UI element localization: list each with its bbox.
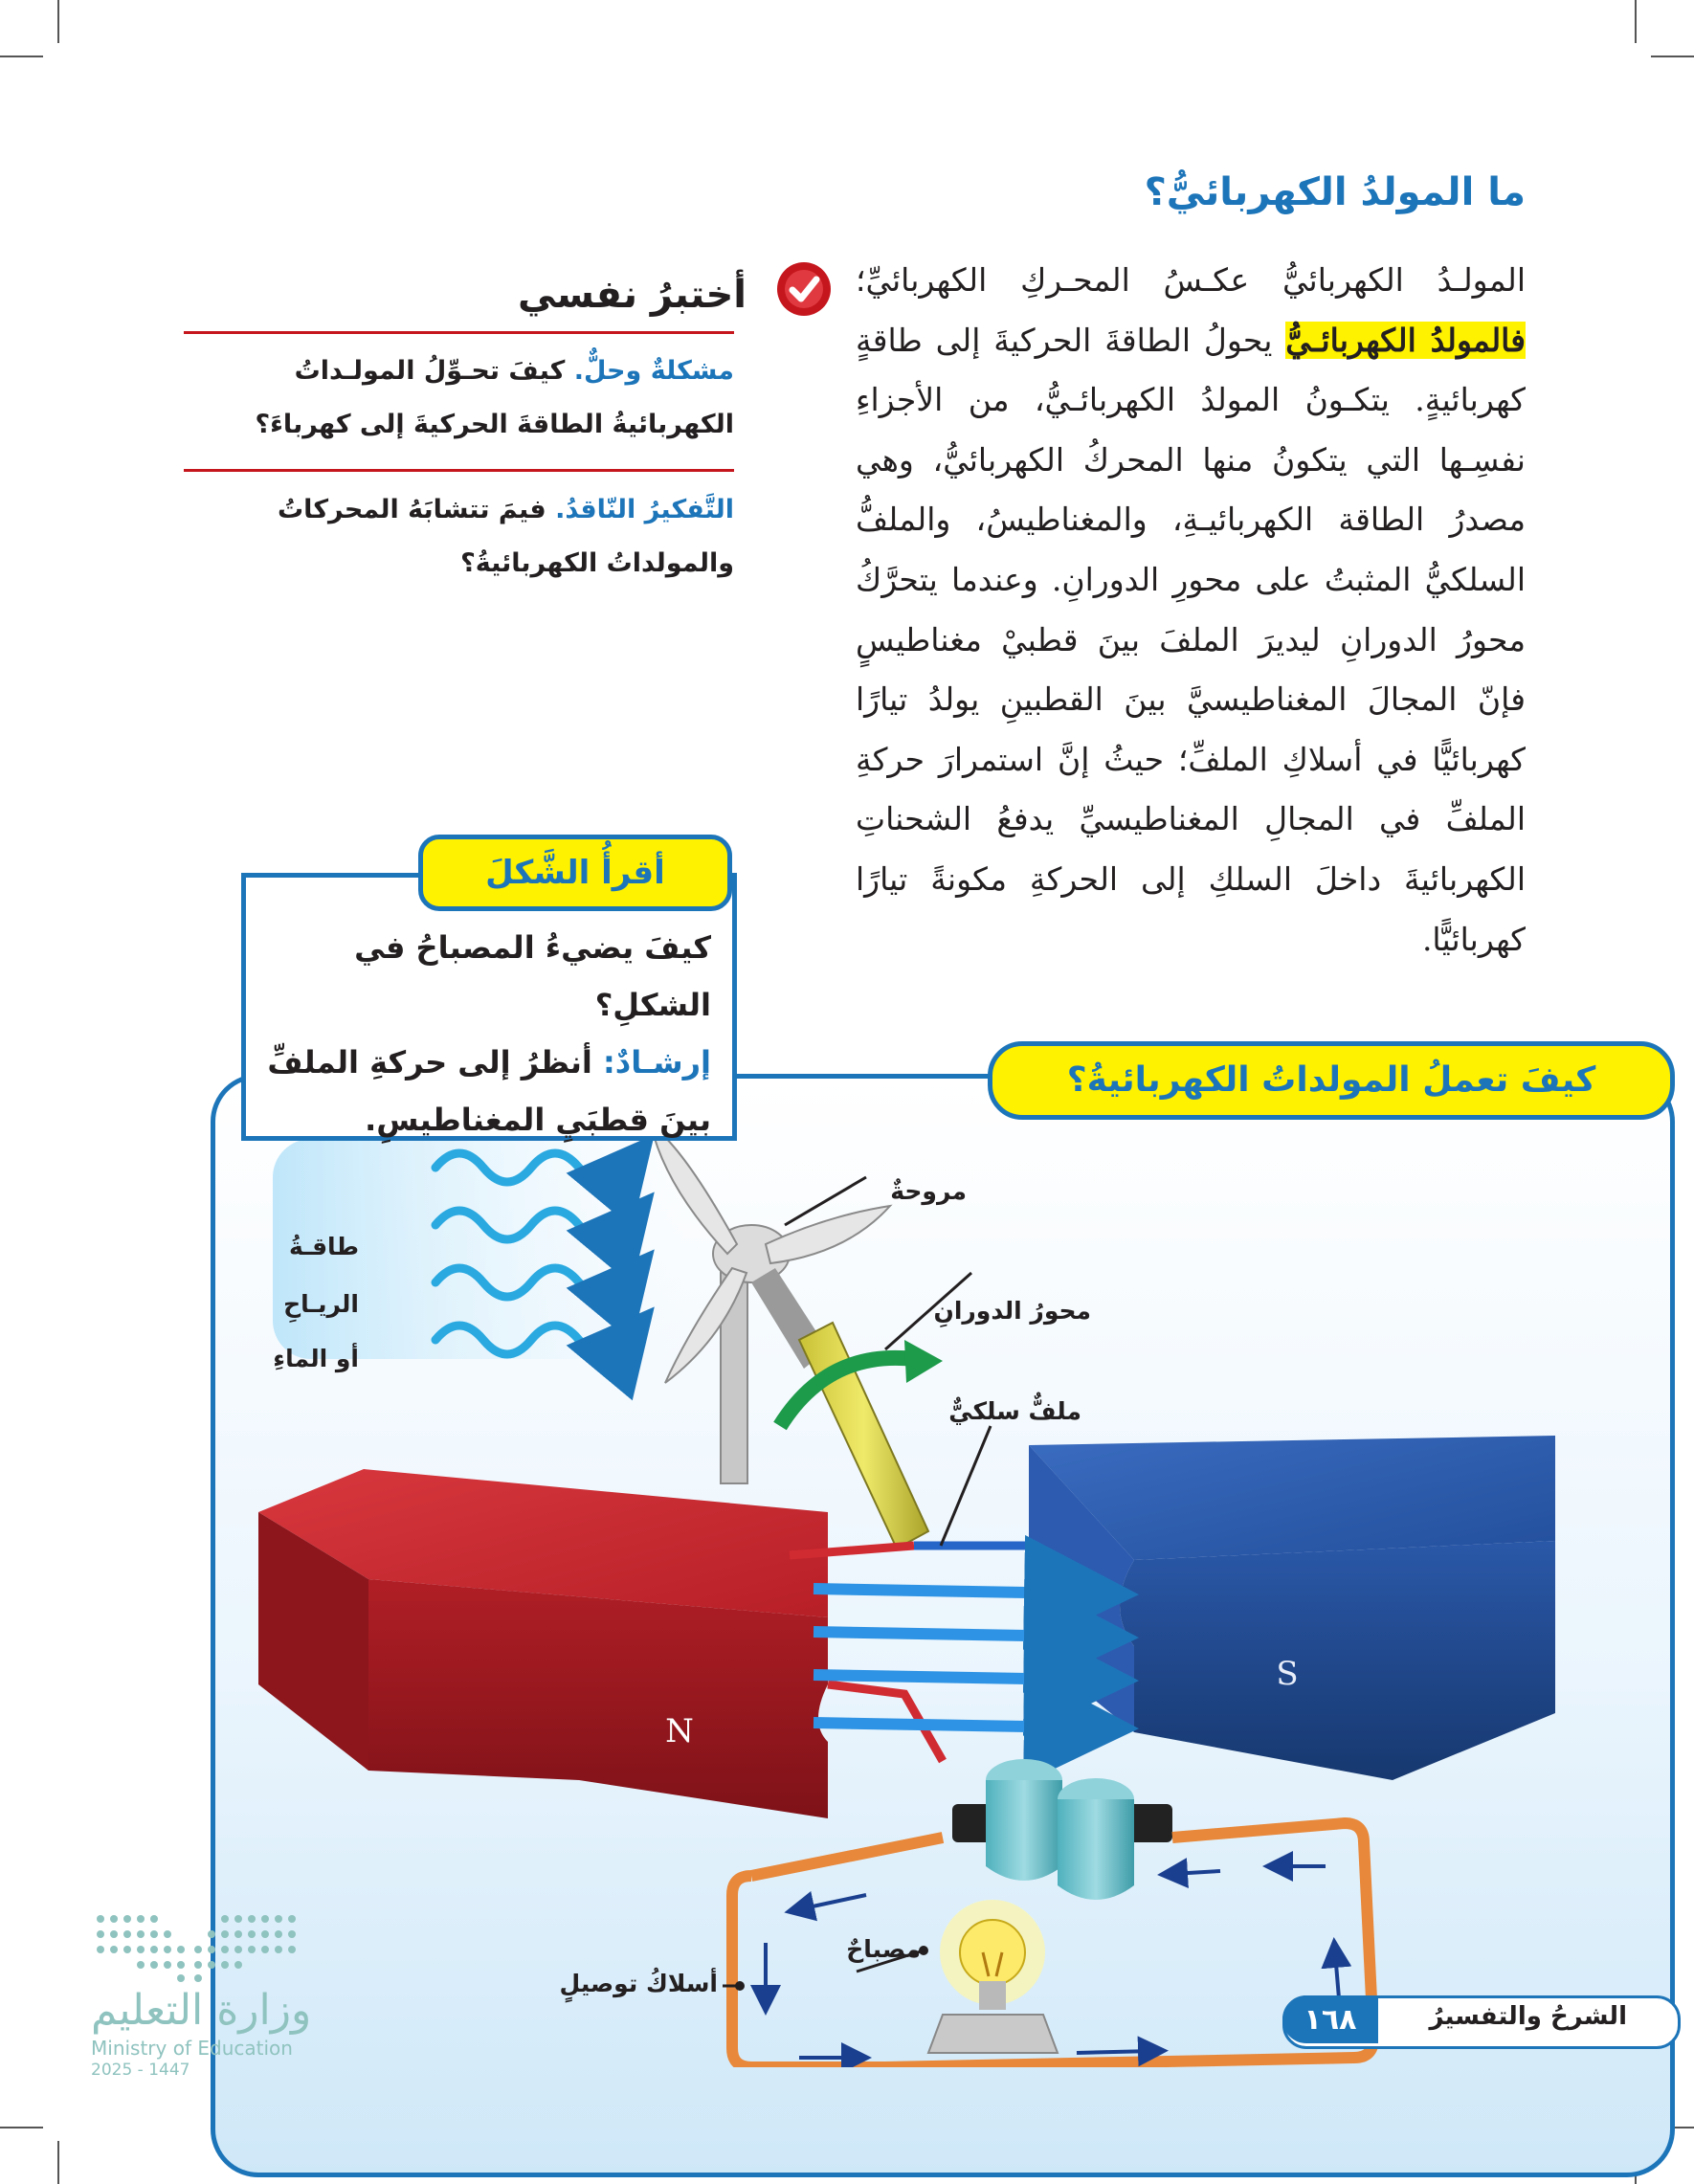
q1-label: مشكلةٌ وحلٌّ. — [573, 356, 734, 386]
page-number: ١٦٨ — [1282, 1995, 1378, 2043]
wind-energy-label-3: أو الماءِ — [273, 1345, 359, 1372]
coil-label: ملفٌّ سلكيٌّ — [948, 1397, 1081, 1425]
q1-text: كيفَ تحـوِّلُ المولـداتُ الكهربائيةُ الطاقةَ الحركيةَ إلى كهرباءَ؟ — [255, 356, 734, 439]
commutator-drum — [952, 1759, 1172, 1900]
south-pole-label: S — [1276, 1655, 1299, 1693]
crop-mark — [57, 2141, 59, 2184]
divider — [184, 331, 734, 334]
lamp-icon — [928, 1900, 1058, 2053]
north-magnet — [258, 1469, 828, 1818]
crop-mark — [1651, 56, 1694, 57]
hint-label: إرشـادٌ: — [602, 1044, 711, 1081]
read-figure-question: كيفَ يضيءُ المصباحُ في الشكلِ؟ — [354, 929, 711, 1023]
diagram-title: كيفَ تعملُ المولداتُ الكهربائيةُ؟ — [988, 1041, 1675, 1120]
self-test-title: أختبرُ نفسي — [518, 273, 747, 317]
q2-text: فيمَ تتشابَهُ المحركاتُ والمولداتُ الكهربائيةُ؟ — [278, 495, 734, 578]
self-test-question-2 — [184, 483, 734, 591]
read-figure-title: أقرأُ الشَّكلَ — [418, 835, 732, 911]
fan-label: مروحةٌ — [890, 1177, 967, 1205]
crop-mark — [0, 2127, 43, 2128]
lamp-label: مصباحٌ — [846, 1935, 921, 1963]
ministry-name-ar: وزارة التعليم — [91, 1986, 312, 2035]
wind-energy-label-2: الريـاحِ — [283, 1290, 359, 1318]
divider — [184, 469, 734, 472]
wires-label: أسلاكُ توصيلٍ — [559, 1970, 718, 1997]
axis-label: محورُ الدورانِ — [933, 1297, 1091, 1325]
para-part-2: يحولُ الطاقةَ الحركيةَ إلى طاقةٍ كهربائيةٍ. يتكـونُ المولدُ الكهربائـيُّ، من الأجزاءِ نفسِـها التي يتكونُ منها المحركُ الكهربائيُّ، وهي مصدرُ الطاقة الكهربائيـةِ، والمغناطيسُ، والملفُّ السلكيُّ المثبتُ على محورِ الدورانِ. وعندما يتحرَّكُ محورُ الدورانِ ليديرَ الملفَ بينَ قطبيْ مغناطيسٍ فإنّ المجالَ المغناطيسيَّ بينَ القطبينِ يولدُ تيارًا كهربائيًّا في أسلاكِ الملفِّ؛ حيثُ إنَّ استمرارَ حركةِ الملفِّ في المجالِ المغناطيسيِّ يدفعُ الشحناتِ الكهربائيةَ داخلَ السلكِ إلى الحركةِ مكونةً تيارًا كهربائيًّا. — [856, 321, 1526, 958]
para-part-1: المولـدُ الكهربائيُّ عكـسُ المحـركِ الكهربائيِّ؛ — [856, 261, 1526, 299]
section-title: ما المولدُ الكهربائيُّ؟ — [1144, 170, 1526, 214]
crop-mark — [0, 56, 43, 57]
highlighted-term: فالمولدُ الكهربائـيُّ — [1285, 321, 1526, 359]
self-test-question-1 — [184, 345, 734, 452]
crop-mark — [1635, 0, 1637, 43]
north-pole-label: N — [665, 1712, 694, 1750]
footer-section: الشرحُ والتفسيرُ — [1429, 2002, 1627, 2031]
wind-energy-label-1: طاقـةُ — [288, 1233, 359, 1260]
leader-dot — [735, 1981, 745, 1991]
ministry-logo-icon — [91, 1909, 301, 1986]
coil-wires — [790, 1546, 1058, 1771]
q2-label: التَّفكيرُ النّاقدُ. — [555, 495, 734, 524]
ministry-year: 2025 - 1447 — [91, 2061, 190, 2080]
generator-diagram — [215, 1110, 1661, 2067]
crop-mark — [57, 0, 59, 43]
ministry-name-en: Ministry of Education — [91, 2037, 293, 2060]
hint-text: أنظرُ إلى حركةِ الملفِّ بينَ قطبَيِ المغناطيسِ. — [267, 1044, 711, 1138]
south-magnet — [1029, 1436, 1555, 1780]
check-badge-icon — [773, 258, 835, 320]
main-paragraph — [856, 251, 1526, 969]
read-figure-text — [256, 919, 711, 1148]
